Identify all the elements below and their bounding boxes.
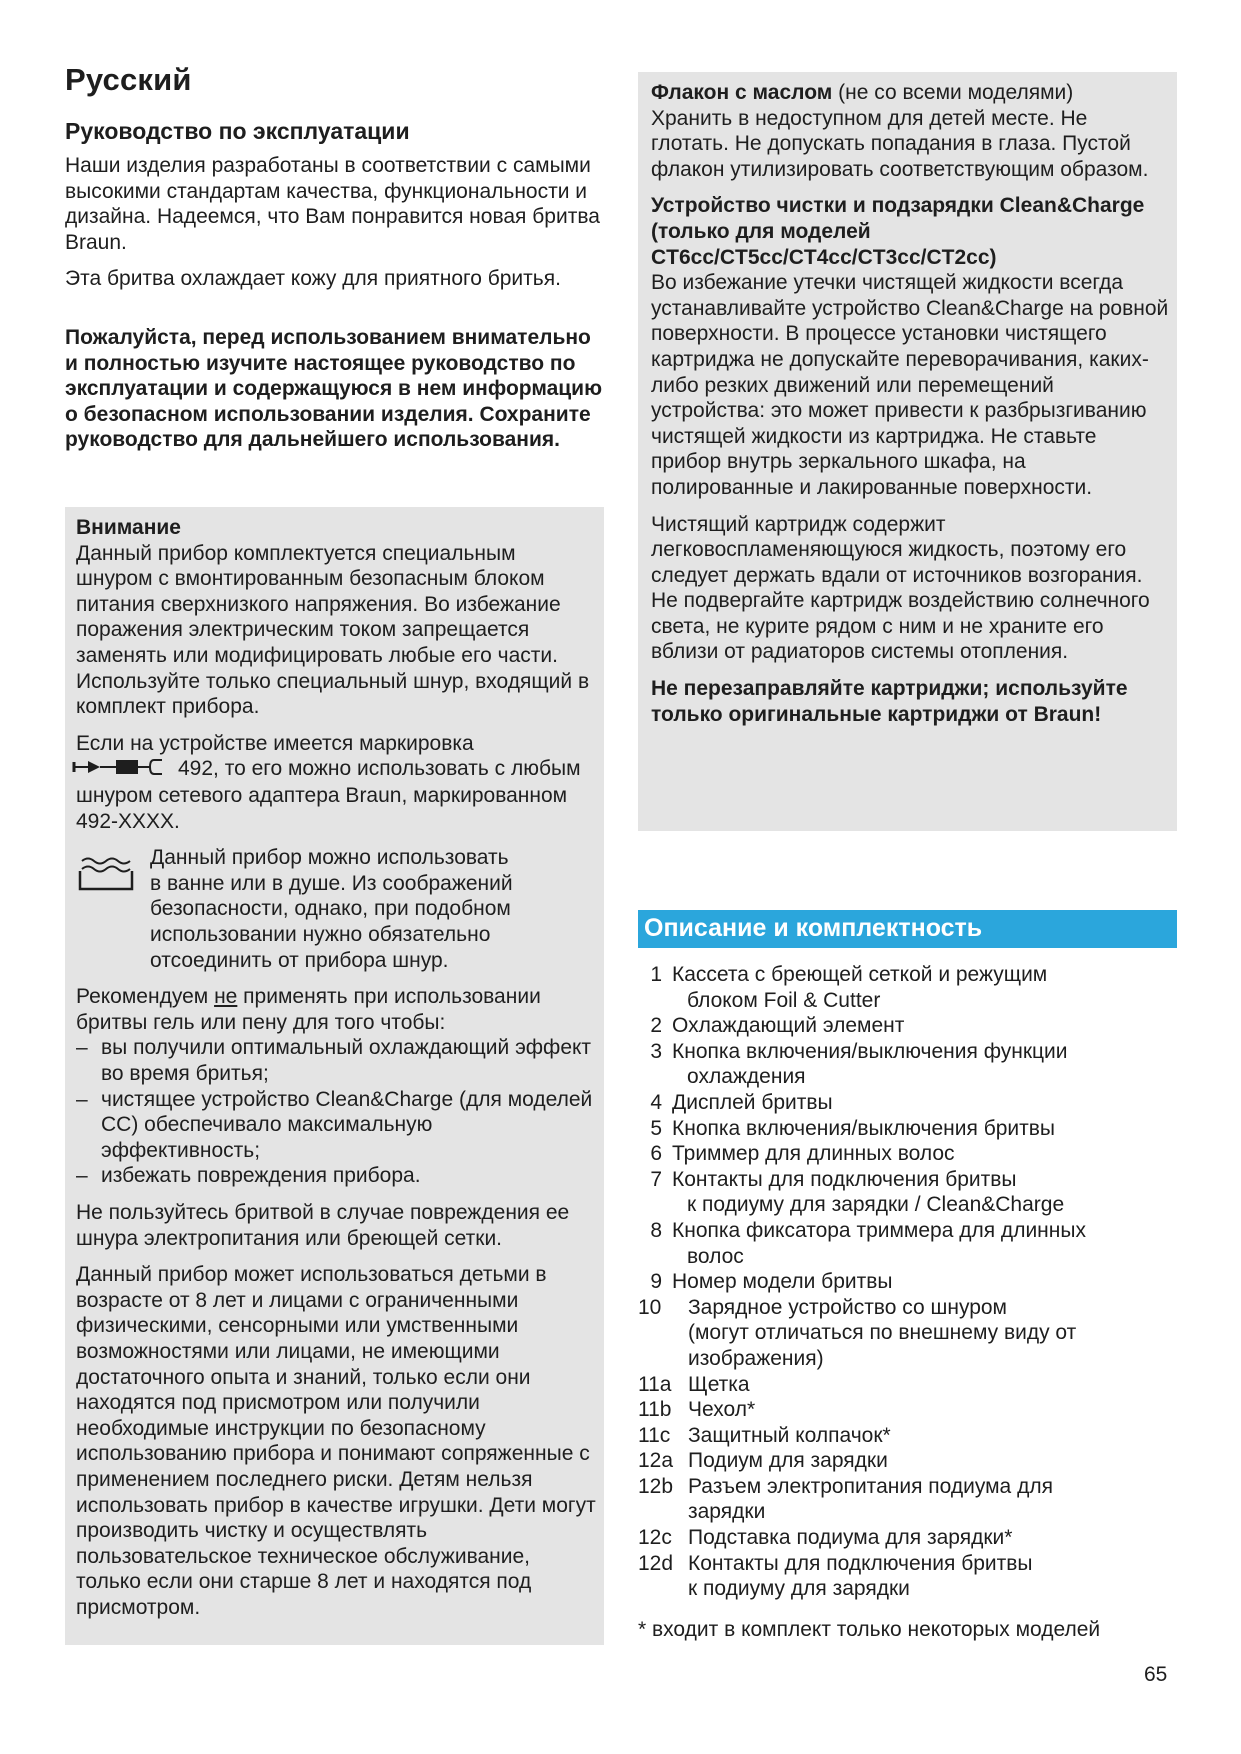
rec-not-underlined: не (214, 985, 238, 1009)
bathtub-icon (76, 851, 136, 900)
item-label-continued: блоком Foil & Cutter (687, 988, 881, 1012)
warning-content (76, 515, 596, 1621)
item-number: 12c (638, 1526, 672, 1550)
item-label: Номер модели бритвы (672, 1270, 893, 1294)
item-label: Разъем электропитания подиума для (688, 1474, 1053, 1498)
list-item (638, 1295, 1178, 1372)
list-item (638, 1269, 1178, 1295)
dash-marker: – (76, 1036, 88, 1060)
list-item (638, 1167, 1178, 1218)
damage-paragraph: Не пользуйтесь бритвой в случае повреждения ее шнура электропитания или бреющей сетки. (76, 1201, 570, 1250)
item-label-continued: (могут отличаться по внешнему виду от изображения) (688, 1321, 1077, 1370)
item-number: 5 (650, 1116, 662, 1140)
warning-heading: Внимание (76, 516, 181, 539)
list-item (638, 1013, 1178, 1039)
warning-cord-paragraph: Данный прибор комплектуется специальным шнуром с вмонтированным безопасным блоком питания сверхнизкого напряжения. Во избежание поражения электрическим током запрещается заменять или модифицировать любые его части. Используйте только специальный шнур, входящий в комплект прибора. (76, 541, 590, 719)
list-item (638, 1218, 1178, 1269)
list-item (638, 962, 1178, 1013)
list-item (638, 1039, 1178, 1090)
oil-title: Флакон с маслом (651, 81, 833, 104)
oil-title-line (651, 80, 1171, 106)
dash-marker: – (76, 1087, 88, 1111)
item-number: 11a (638, 1372, 672, 1396)
item-number: 12d (638, 1551, 674, 1575)
item-label: Щетка (688, 1372, 750, 1396)
cooling-paragraph: Эта бритва охлаждает кожу для приятного бритья. (65, 267, 561, 291)
dash-marker: – (76, 1164, 88, 1188)
item-label: Защитный колпачок* (688, 1423, 891, 1447)
manual-heading: Руководство по эксплуатации (65, 118, 410, 144)
item-label: Кнопка включения/выключения бритвы (672, 1116, 1055, 1140)
item-label: Контакты для подключения бритвы (672, 1167, 1017, 1191)
children-paragraph: Данный прибор может использоваться детьми в возрасте от 8 лет и лицами с ограниченными физическими, сенсорными или умственными возможностями или лицами, не имеющими достаточного опыта и знаний, только если они находятся под присмотром или получили необходимые инструкции по безопасному использованию прибора и понимают сопряженные с применением последнего риски. Детям нельзя использовать прибор в качестве игрушки. Дети могут производить чистку и осуществлять пользовательское техническое обслуживание, только если они старше 8 лет и находятся под присмотром. (76, 1263, 596, 1619)
item-number: 7 (650, 1167, 662, 1191)
item-label-continued: к подиуму для зарядки / Clean&Charge (687, 1193, 1065, 1217)
parts-list (638, 962, 1178, 1602)
read-instructions-paragraph: Пожалуйста, перед использованием внимательно и полностью изучите настоящее руководство по эксплуатации и содержащуюся в нем информацию о безопасном использовании изделия. Сохраните руководство для дальнейшего использования. (65, 325, 603, 452)
item-number: 3 (650, 1039, 662, 1063)
footnote: * входит в комплект только некоторых моделей (638, 1618, 1101, 1641)
adapter-text-before: Если на устройстве имеется маркировка (76, 731, 474, 755)
list-item (638, 1525, 1178, 1551)
item-label: Контакты для подключения бритвы (688, 1551, 1033, 1575)
list-item (638, 1090, 1178, 1116)
intro-paragraph: Наши изделия разработаны в соответствии с самыми высокими стандартам качества, функциональности и дизайна. Надеемся, что Вам понравится новая бритва Braun. (65, 154, 600, 254)
item-label-continued: охлаждения (687, 1065, 806, 1089)
cleaner-paragraph-3: Не перезаправляйте картриджи; используйте только оригинальные картриджи от Braun! (651, 677, 1128, 726)
page-title: Русский (65, 62, 192, 97)
recommendation-paragraph (76, 984, 596, 1035)
bullet-text: чистящее устройство Clean&Charge (для моделей CC) обеспечивало максимальную эффективность; (101, 1087, 593, 1162)
item-number: 11c (638, 1423, 671, 1447)
list-item (638, 1397, 1178, 1423)
oil-cleaner-content (651, 80, 1171, 727)
item-label: Охлаждающий элемент (672, 1014, 905, 1038)
list-item (638, 1423, 1178, 1449)
plug-adapter-icon (70, 757, 166, 784)
rec-text-after: применять при использовании бритвы гель или пену для того чтобы: (76, 985, 541, 1034)
item-label-continued: к подиуму для зарядки (688, 1577, 910, 1601)
item-label: Подставка подиума для зарядки* (688, 1526, 1013, 1550)
oil-paragraph: Хранить в недоступном для детей месте. Не глотать. Не допускать попадания в глаза. Пустой флакон утилизировать соответствующим образом. (651, 106, 1149, 181)
item-number: 9 (650, 1270, 662, 1294)
bullet-text: вы получили оптимальный охлаждающий эффект во время бритья; (101, 1036, 592, 1086)
list-item (638, 1474, 1178, 1525)
item-number: 4 (650, 1090, 662, 1114)
item-label: Подиум для зарядки (688, 1449, 888, 1473)
item-number: 10 (638, 1295, 662, 1319)
item-label: Кнопка включения/выключения функции (672, 1039, 1068, 1063)
item-number: 2 (650, 1014, 662, 1038)
bath-rest: в ванне или в душе. Из соображений безопасности, однако, при подобном использовании нужно обязательно отсоединить от прибора шнур. (150, 871, 513, 972)
item-label: Триммер для длинных волос (672, 1142, 955, 1166)
item-label: Зарядное устройство со шнуром (688, 1295, 1007, 1319)
rec-text-before: Рекомендуем (76, 985, 215, 1009)
cleaner-heading: Устройство чистки и подзарядки Clean&Charge (только для моделей CT6cc/CT5cc/CT4cc/CT3cc/CT2cc) (651, 194, 1145, 269)
bath-paragraph (76, 845, 596, 973)
list-item (76, 1035, 596, 1086)
list-item (638, 1372, 1178, 1398)
page-number: 65 (1144, 1663, 1168, 1686)
cleaner-paragraph-2: Чистящий картридж содержит легковоспламеняющуюся жидкость, поэтому его следует держать вдали от источников возгорания. Не подвергайте картридж воздействию солнечного света, не курите рядом с ним и не храните его вблизи от радиаторов системы отопления. (651, 512, 1150, 664)
item-label-continued: волос (687, 1244, 744, 1268)
recommendation-list (76, 1035, 596, 1189)
adapter-paragraph (76, 731, 596, 835)
description-heading: Описание и комплектность (644, 914, 983, 942)
item-label-continued: зарядки (688, 1500, 766, 1524)
item-label: Кассета с бреющей сеткой и режущим (672, 963, 1048, 986)
cleaner-paragraph-1: Во избежание утечки чистящей жидкости всегда устанавливайте устройство Clean&Charge на ровной поверхности. В процессе установки чистящего картриджа не допускайте переворачивания, каких-либо резких движений или перемещений устройства: это может привести к разбрызгиванию чистящей жидкости из картриджа. Не ставьте прибор внутрь зеркального шкафа, на полированные и лакированные поверхности. (651, 271, 1169, 499)
item-label: Дисплей бритвы (672, 1090, 833, 1114)
item-label: Кнопка фиксатора триммера для длинных (672, 1218, 1086, 1242)
item-number: 1 (650, 963, 662, 986)
item-number: 8 (650, 1218, 662, 1242)
list-item (638, 1448, 1178, 1474)
bullet-text: избежать повреждения прибора. (101, 1164, 421, 1188)
list-item (76, 1087, 596, 1164)
list-item (638, 1141, 1178, 1167)
intro-column (65, 62, 605, 453)
list-item (638, 1116, 1178, 1142)
item-label: Чехол* (688, 1398, 756, 1422)
item-number: 12b (638, 1474, 674, 1498)
list-item (76, 1163, 596, 1189)
item-number: 11b (638, 1398, 672, 1422)
adapter-text-after: 492, то его можно использовать с любым шнуром сетевого адаптера Braun, маркированном 492-XXXX. (76, 757, 581, 833)
description-heading-bar (638, 910, 1177, 948)
oil-title-note: (не со всеми моделями) (832, 81, 1074, 104)
item-number: 6 (650, 1142, 662, 1166)
bath-first-line: Данный прибор можно использовать (150, 846, 509, 870)
item-number: 12a (638, 1449, 674, 1473)
list-item (638, 1551, 1178, 1602)
